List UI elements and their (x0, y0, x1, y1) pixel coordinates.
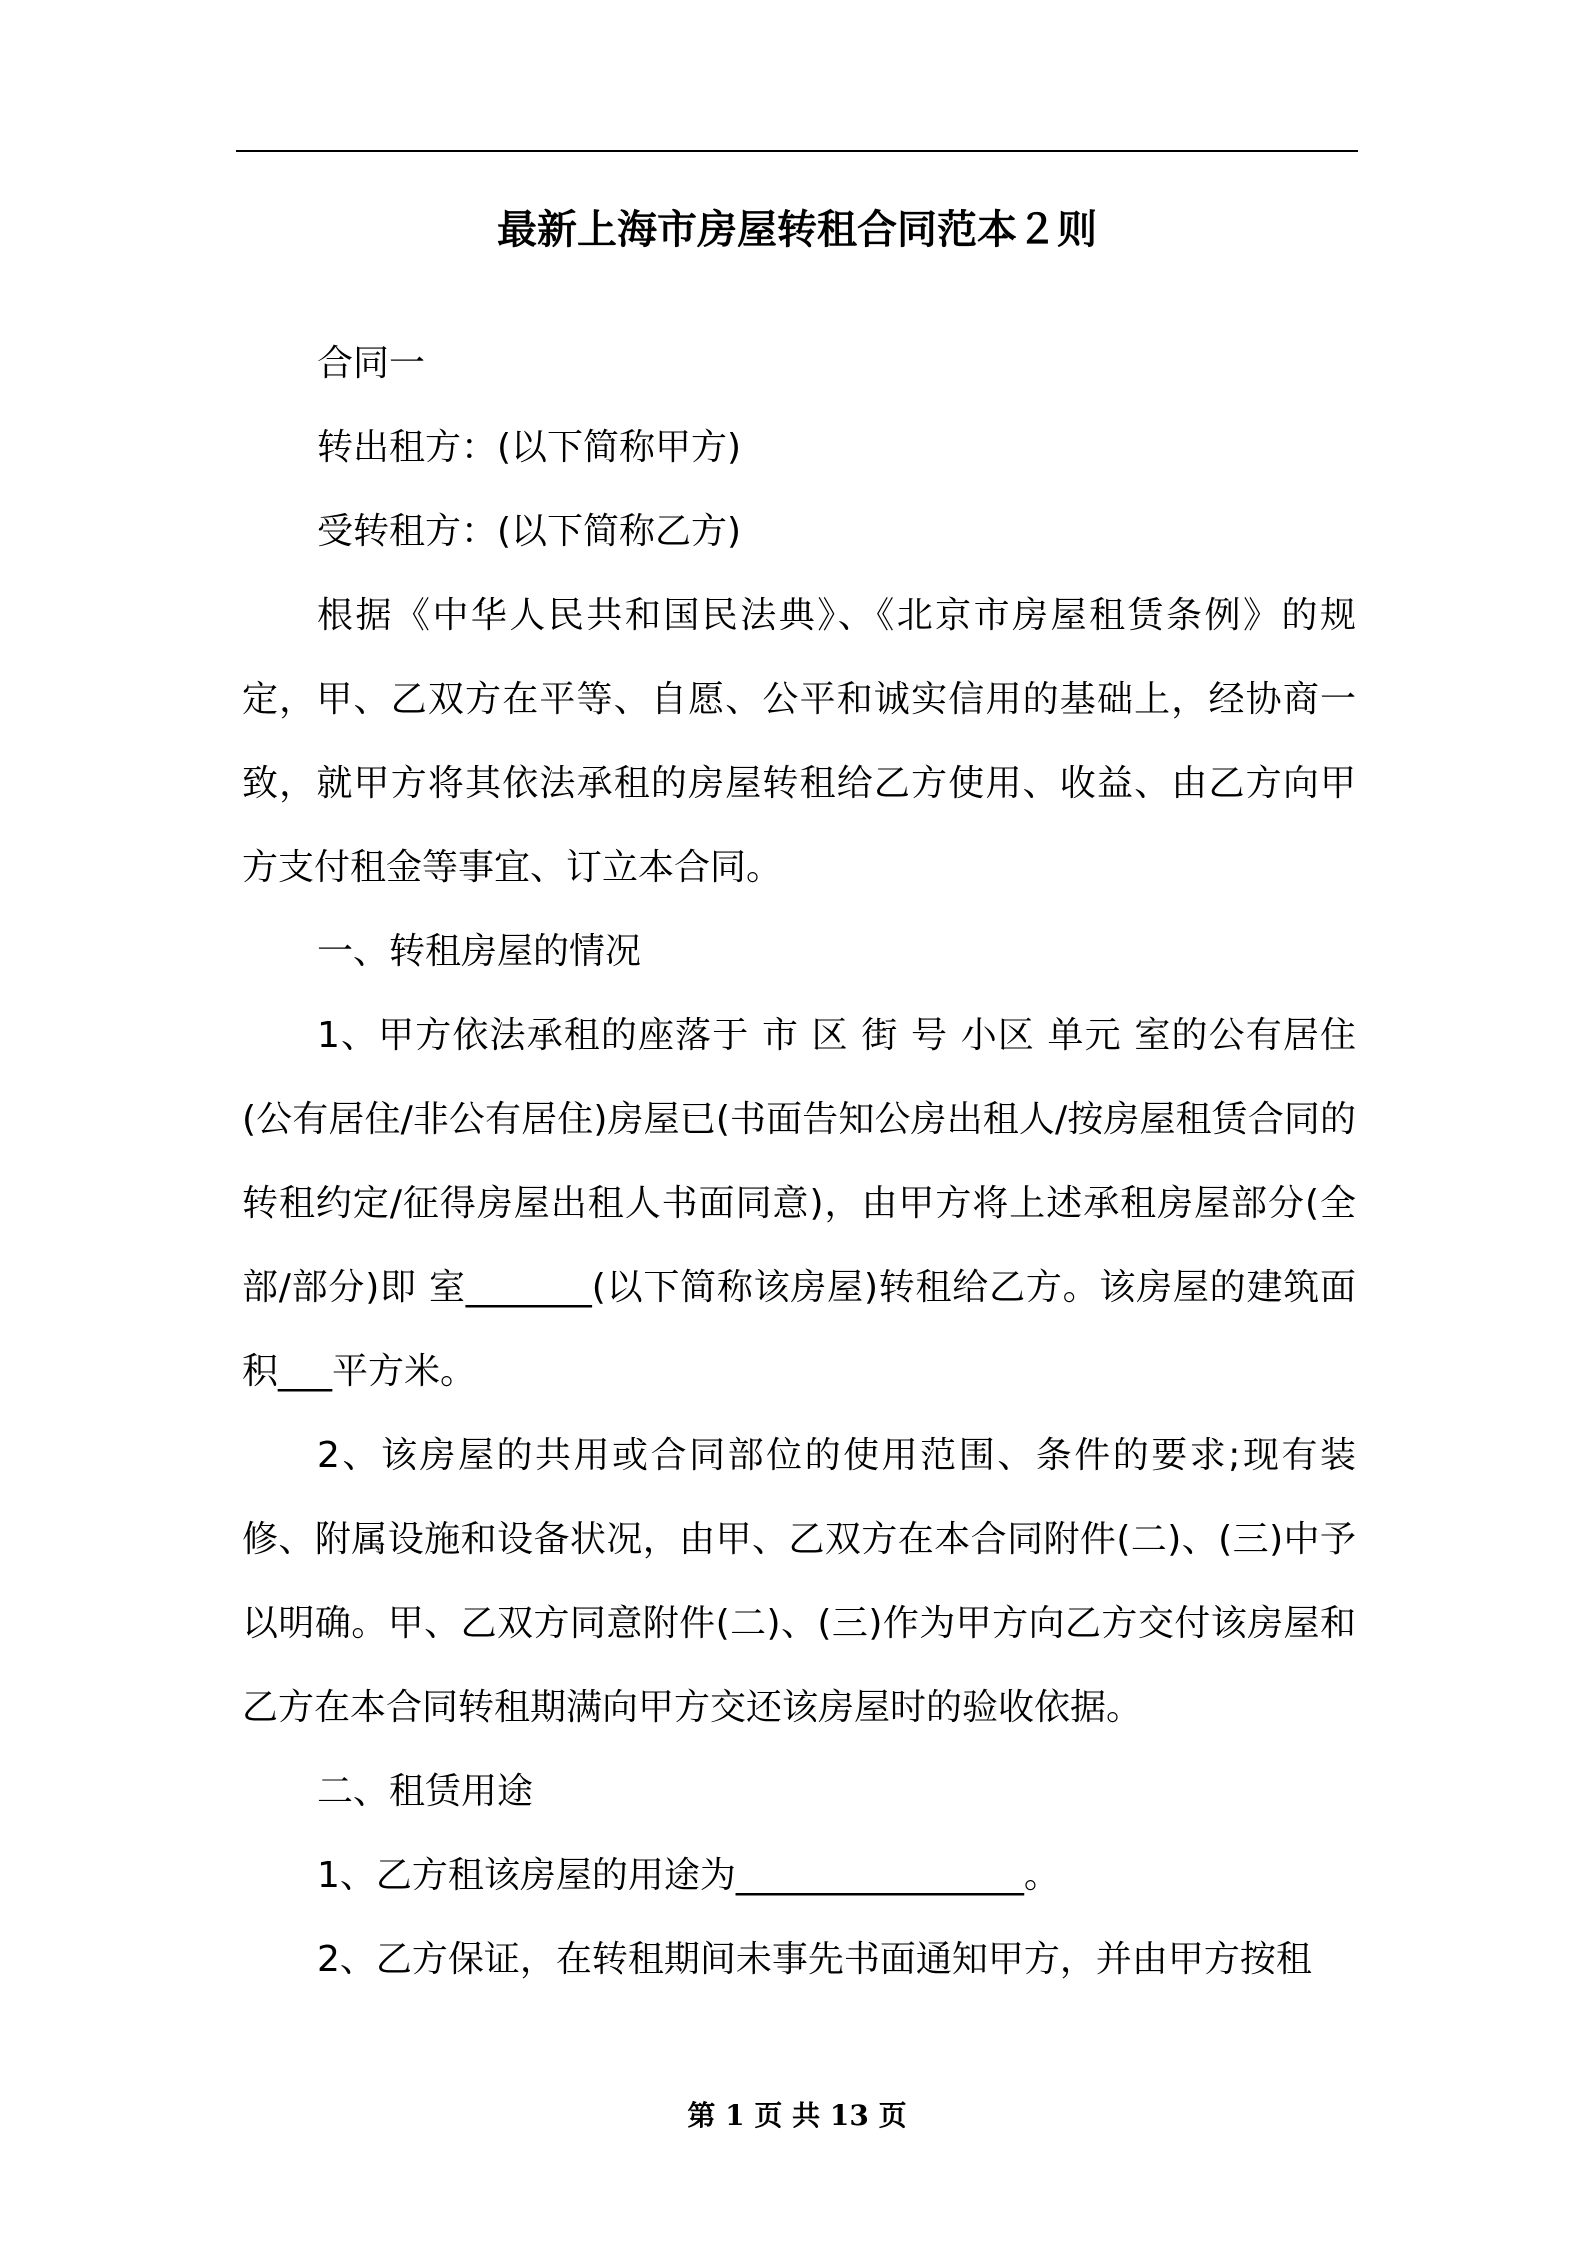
paragraph: 2、该房屋的共用或合同部位的使用范围、条件的要求;现有装修、附属设施和设备状况，由甲、乙双方在本合同附件(二)、(三)中予以明确。甲、乙双方同意附件(二)、(三)作为甲方向乙方交付该房屋和乙方在本合同转租期满向甲方交还该房屋时的验收依据。 (242, 1435, 1356, 1728)
paragraph: 1、乙方租该房屋的用途为________________。 (317, 1855, 1060, 1896)
header-rule (236, 150, 1358, 152)
paragraph: 受转租方：(以下简称乙方) (317, 511, 742, 552)
page-number: 第 1 页 共 13 页 (687, 2099, 907, 2132)
paragraph: 合同一 (317, 343, 426, 384)
document-title: 最新上海市房屋转租合同范本２则 (497, 207, 1097, 253)
paragraph: 根据《中华人民共和国民法典》、《北京市房屋租赁条例》的规定，甲、乙双方在平等、自愿、公平和诚实信用的基础上，经协商一致，就甲方将其依法承租的房屋转租给乙方使用、收益、由乙方向甲方支付租金等事宜、订立本合同。 (242, 595, 1356, 888)
paragraph: 转出租方：(以下简称甲方) (317, 427, 742, 468)
paragraph: 2、乙方保证，在转租期间未事先书面通知甲方，并由甲方按租 (317, 1939, 1312, 1980)
document-body (242, 322, 1356, 2002)
section-heading: 二、租赁用途 (317, 1771, 534, 1812)
section-heading: 一、转租房屋的情况 (317, 931, 642, 972)
paragraph: 1、甲方依法承租的座落于 市 区 街 号 小区 单元 室的公有居住(公有居住/非公有居住)房屋已(书面告知公房出租人/按房屋租赁合同的转租约定/征得房屋出租人书面同意)，由甲方将上述承租房屋部分(全部/部分)即 室_______(以下简称该房屋)转租给乙方。该房屋的建筑面积___平方米。 (242, 1015, 1356, 1392)
